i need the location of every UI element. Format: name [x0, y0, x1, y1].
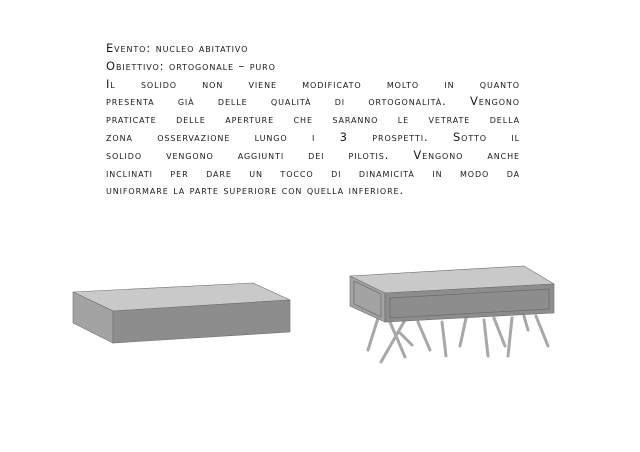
paragraph-line: uniformare la parte superiore con quella inferiore.: [106, 183, 405, 198]
modified-solid: [350, 266, 554, 362]
pilotis: [400, 333, 412, 345]
pilotis: [536, 316, 548, 346]
pilotis: [442, 322, 446, 356]
pilotis: [508, 318, 512, 356]
pilotis: [494, 318, 505, 346]
pilotis: [368, 318, 378, 350]
pilotis: [484, 320, 488, 356]
pilotis: [418, 322, 430, 350]
pilotis: [524, 316, 528, 330]
paragraph-line: solido vengono aggiunti dei pilotis. Vengono anche: [106, 147, 520, 162]
original-solid: [73, 283, 290, 343]
pilotis: [460, 318, 466, 346]
objective-line: Obiettivo: ortogonale – puro: [106, 58, 276, 73]
paragraph-line: zona osservazione lungo i 3 prospetti. Sotto il: [106, 129, 520, 144]
event-line: Evento: nucleo abitativo: [106, 41, 249, 55]
paragraph-line: praticate delle aperture che saranno le vetrate della: [106, 112, 520, 127]
pilotis-group: [368, 316, 548, 362]
paragraph-line: presenta già delle qualità di ortogonalità. Vengono: [106, 94, 520, 109]
paragraph-line: Il solido non viene modificato molto in quanto: [106, 76, 520, 91]
paragraph-line: inclinati per dare un tocco di dinamicità in modo da: [106, 165, 520, 180]
